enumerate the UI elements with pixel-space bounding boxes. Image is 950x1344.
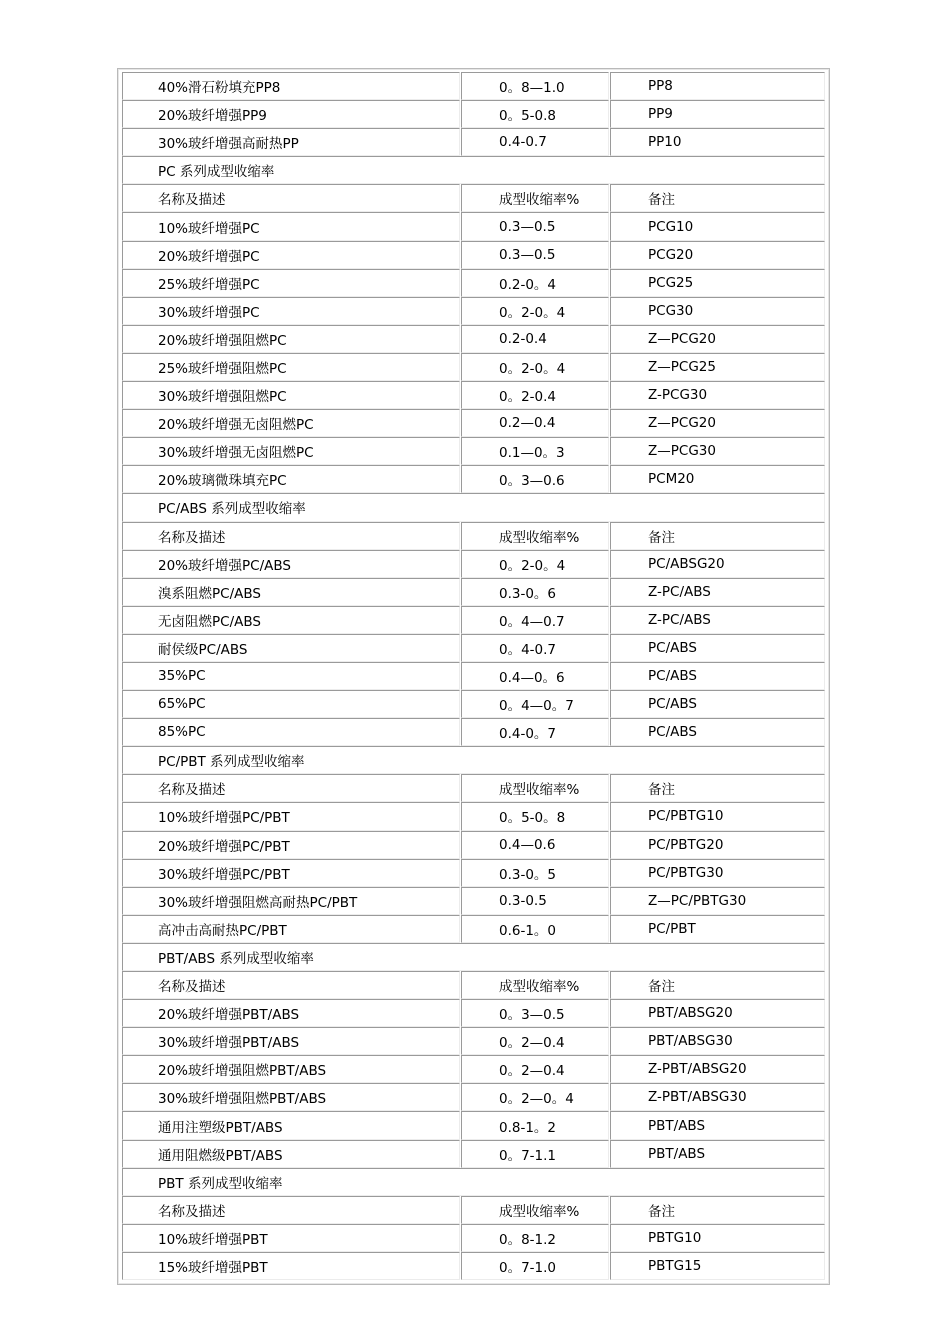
note-cell: Z-PBT/ABSG30 xyxy=(610,1083,825,1111)
section-title-row xyxy=(122,1168,825,1196)
table-row xyxy=(122,606,825,634)
header-row xyxy=(122,522,825,550)
table-row xyxy=(122,325,825,353)
name-cell: 30%玻纤增强高耐热PP xyxy=(122,128,460,156)
name-cell: 20%玻纤增强阻燃PC xyxy=(122,325,460,353)
name-cell: 40%滑石粉填充PP8 xyxy=(122,72,460,100)
header-rate-cell: 成型收缩率% xyxy=(461,1196,609,1224)
header-row xyxy=(122,971,825,999)
note-cell: Z—PCG20 xyxy=(610,325,825,353)
note-cell: PP10 xyxy=(610,128,825,156)
table-row xyxy=(122,578,825,606)
header-rate-cell: 成型收缩率% xyxy=(461,971,609,999)
note-cell: PP8 xyxy=(610,72,825,100)
rate-cell: 0。2-0.4 xyxy=(461,381,609,409)
note-cell: PBT/ABSG30 xyxy=(610,1027,825,1055)
table-row xyxy=(122,690,825,718)
rate-cell: 0.3—0.5 xyxy=(461,212,609,240)
name-cell: 65%PC xyxy=(122,690,460,718)
rate-cell: 0。8-1.2 xyxy=(461,1224,609,1252)
rate-cell: 0。2-0。4 xyxy=(461,550,609,578)
name-cell: 20%玻纤增强PC xyxy=(122,241,460,269)
name-cell: 20%玻璃微珠填充PC xyxy=(122,465,460,493)
rate-cell: 0。2—0.4 xyxy=(461,1055,609,1083)
table-row xyxy=(122,1027,825,1055)
table-row xyxy=(122,718,825,746)
rate-cell: 0。2-0。4 xyxy=(461,353,609,381)
table-row xyxy=(122,353,825,381)
rate-cell: 0.3—0.5 xyxy=(461,241,609,269)
table-row xyxy=(122,437,825,465)
note-cell: PCG10 xyxy=(610,212,825,240)
name-cell: 25%玻纤增强阻燃PC xyxy=(122,353,460,381)
header-name-cell: 名称及描述 xyxy=(122,1196,460,1224)
note-cell: PCG25 xyxy=(610,269,825,297)
name-cell: 通用注塑级PBT/ABS xyxy=(122,1111,460,1139)
name-cell: 30%玻纤增强无卤阻燃PC xyxy=(122,437,460,465)
note-cell: PP9 xyxy=(610,100,825,128)
note-cell: PC/PBTG30 xyxy=(610,859,825,887)
rate-cell: 0。5-0.8 xyxy=(461,100,609,128)
table-row xyxy=(122,465,825,493)
rate-cell: 0.4—0.6 xyxy=(461,831,609,859)
rate-cell: 0.1—0。3 xyxy=(461,437,609,465)
header-note-cell: 备注 xyxy=(610,522,825,550)
table-row xyxy=(122,1111,825,1139)
note-cell: PC/ABS xyxy=(610,718,825,746)
header-name-cell: 名称及描述 xyxy=(122,971,460,999)
name-cell: 10%玻纤增强PC/PBT xyxy=(122,802,460,830)
note-cell: Z—PCG20 xyxy=(610,409,825,437)
note-cell: Z-PCG30 xyxy=(610,381,825,409)
table-row xyxy=(122,999,825,1027)
header-name-cell: 名称及描述 xyxy=(122,522,460,550)
header-row xyxy=(122,184,825,212)
name-cell: 10%玻纤增强PC xyxy=(122,212,460,240)
rate-cell: 0.2-0.4 xyxy=(461,325,609,353)
name-cell: 无卤阻燃PC/ABS xyxy=(122,606,460,634)
name-cell: 通用阻燃级PBT/ABS xyxy=(122,1140,460,1168)
section-title-row xyxy=(122,493,825,521)
section-title: PC 系列成型收缩率 xyxy=(122,156,825,184)
table-row xyxy=(122,212,825,240)
section-title: PBT 系列成型收缩率 xyxy=(122,1168,825,1196)
header-rate-cell: 成型收缩率% xyxy=(461,522,609,550)
header-rate-cell: 成型收缩率% xyxy=(461,774,609,802)
note-cell: PBT/ABS xyxy=(610,1111,825,1139)
name-cell: 20%玻纤增强PP9 xyxy=(122,100,460,128)
note-cell: PC/ABS xyxy=(610,690,825,718)
header-name-cell: 名称及描述 xyxy=(122,774,460,802)
note-cell: PBT/ABSG20 xyxy=(610,999,825,1027)
rate-cell: 0.2—0.4 xyxy=(461,409,609,437)
name-cell: 30%玻纤增强PBT/ABS xyxy=(122,1027,460,1055)
rate-cell: 0.4-0。7 xyxy=(461,718,609,746)
table-row xyxy=(122,269,825,297)
table-row xyxy=(122,550,825,578)
table-row xyxy=(122,297,825,325)
note-cell: PBTG15 xyxy=(610,1252,825,1280)
rate-cell: 0。4—0。7 xyxy=(461,690,609,718)
table-row xyxy=(122,915,825,943)
table-row xyxy=(122,802,825,830)
name-cell: 20%玻纤增强PC/ABS xyxy=(122,550,460,578)
rate-cell: 0.3-0.5 xyxy=(461,887,609,915)
name-cell: 25%玻纤增强PC xyxy=(122,269,460,297)
table-row xyxy=(122,1083,825,1111)
header-note-cell: 备注 xyxy=(610,1196,825,1224)
rate-cell: 0。7-1.1 xyxy=(461,1140,609,1168)
note-cell: Z—PCG25 xyxy=(610,353,825,381)
note-cell: Z-PC/ABS xyxy=(610,606,825,634)
name-cell: 15%玻纤增强PBT xyxy=(122,1252,460,1280)
header-rate-cell: 成型收缩率% xyxy=(461,184,609,212)
table-row xyxy=(122,381,825,409)
header-row xyxy=(122,1196,825,1224)
name-cell: 30%玻纤增强阻燃PBT/ABS xyxy=(122,1083,460,1111)
header-note-cell: 备注 xyxy=(610,971,825,999)
section-title-row xyxy=(122,943,825,971)
name-cell: 耐侯级PC/ABS xyxy=(122,634,460,662)
name-cell: 35%PC xyxy=(122,662,460,690)
rate-cell: 0。2—0.4 xyxy=(461,1027,609,1055)
table-row xyxy=(122,409,825,437)
note-cell: PCM20 xyxy=(610,465,825,493)
name-cell: 30%玻纤增强PC/PBT xyxy=(122,859,460,887)
note-cell: PBT/ABS xyxy=(610,1140,825,1168)
table-row xyxy=(122,72,825,100)
note-cell: Z—PCG30 xyxy=(610,437,825,465)
note-cell: PC/PBT xyxy=(610,915,825,943)
header-row xyxy=(122,774,825,802)
section-title: PC/ABS 系列成型收缩率 xyxy=(122,493,825,521)
name-cell: 85%PC xyxy=(122,718,460,746)
table-row xyxy=(122,1055,825,1083)
table-row xyxy=(122,1252,825,1280)
section-title: PBT/ABS 系列成型收缩率 xyxy=(122,943,825,971)
name-cell: 10%玻纤增强PBT xyxy=(122,1224,460,1252)
table-row xyxy=(122,831,825,859)
table-row xyxy=(122,859,825,887)
name-cell: 20%玻纤增强无卤阻燃PC xyxy=(122,409,460,437)
section-title-row xyxy=(122,746,825,774)
name-cell: 20%玻纤增强PC/PBT xyxy=(122,831,460,859)
section-title-row xyxy=(122,156,825,184)
table-row xyxy=(122,662,825,690)
rate-cell: 0。2-0。4 xyxy=(461,297,609,325)
name-cell: 20%玻纤增强PBT/ABS xyxy=(122,999,460,1027)
rate-cell: 0。3—0.5 xyxy=(461,999,609,1027)
note-cell: PCG30 xyxy=(610,297,825,325)
table-row xyxy=(122,128,825,156)
rate-cell: 0.8-1。2 xyxy=(461,1111,609,1139)
rate-cell: 0.3-0。5 xyxy=(461,859,609,887)
note-cell: PC/PBTG10 xyxy=(610,802,825,830)
name-cell: 30%玻纤增强阻燃高耐热PC/PBT xyxy=(122,887,460,915)
note-cell: PC/ABSG20 xyxy=(610,550,825,578)
rate-cell: 0。4—0.7 xyxy=(461,606,609,634)
shrinkage-table xyxy=(117,68,830,1285)
table-row xyxy=(122,634,825,662)
note-cell: Z-PBT/ABSG20 xyxy=(610,1055,825,1083)
table-row xyxy=(122,241,825,269)
rate-cell: 0。2—0。4 xyxy=(461,1083,609,1111)
section-title: PC/PBT 系列成型收缩率 xyxy=(122,746,825,774)
name-cell: 30%玻纤增强PC xyxy=(122,297,460,325)
table-row xyxy=(122,100,825,128)
header-name-cell: 名称及描述 xyxy=(122,184,460,212)
rate-cell: 0。7-1.0 xyxy=(461,1252,609,1280)
rate-cell: 0.2-0。4 xyxy=(461,269,609,297)
note-cell: PBTG10 xyxy=(610,1224,825,1252)
name-cell: 30%玻纤增强阻燃PC xyxy=(122,381,460,409)
note-cell: PC/ABS xyxy=(610,634,825,662)
note-cell: PC/PBTG20 xyxy=(610,831,825,859)
note-cell: PC/ABS xyxy=(610,662,825,690)
header-note-cell: 备注 xyxy=(610,774,825,802)
name-cell: 20%玻纤增强阻燃PBT/ABS xyxy=(122,1055,460,1083)
header-note-cell: 备注 xyxy=(610,184,825,212)
note-cell: Z-PC/ABS xyxy=(610,578,825,606)
table-row xyxy=(122,1224,825,1252)
rate-cell: 0.3-0。6 xyxy=(461,578,609,606)
table-row xyxy=(122,1140,825,1168)
note-cell: Z—PC/PBTG30 xyxy=(610,887,825,915)
rate-cell: 0。4-0.7 xyxy=(461,634,609,662)
rate-cell: 0.4—0。6 xyxy=(461,662,609,690)
rate-cell: 0。3—0.6 xyxy=(461,465,609,493)
rate-cell: 0.6-1。0 xyxy=(461,915,609,943)
note-cell: PCG20 xyxy=(610,241,825,269)
rate-cell: 0。8—1.0 xyxy=(461,72,609,100)
name-cell: 高冲击高耐热PC/PBT xyxy=(122,915,460,943)
table-row xyxy=(122,887,825,915)
name-cell: 溴系阻燃PC/ABS xyxy=(122,578,460,606)
rate-cell: 0.4-0.7 xyxy=(461,128,609,156)
rate-cell: 0。5-0。8 xyxy=(461,802,609,830)
